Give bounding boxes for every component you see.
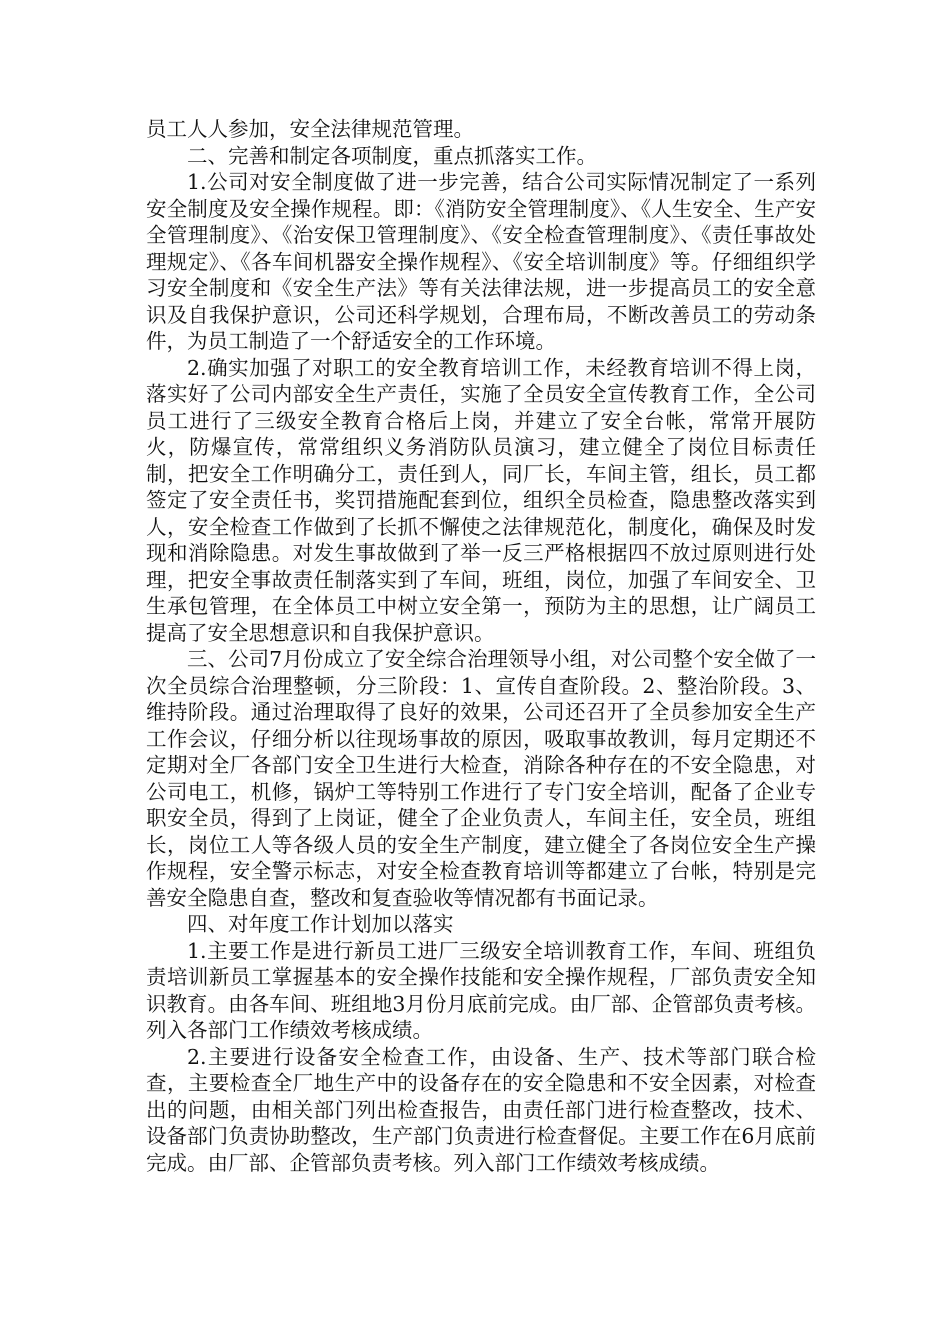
paragraph-2-1: 1.公司对安全制度做了进一步完善，结合公司实际情况制定了一系列安全制度及安全操作规程。即：《消防安全管理制度》、《人生安全、生产安全管理制度》、《治安保卫管理制度》、《安全检查管理制度》、《责任事故处理规定》、《各车间机器安全操作规程》、《安全培训制度》等。仔细组织学习安全制度和《安全生产法》等有关法律法规，进一步提高员工的安全意识及自我保护意识，公司还科学规划，合理布局，不断改善员工的劳动条件，为员工制造了一个舒适安全的工作环境。 bbox=[146, 170, 816, 353]
section-heading-4: 四、对年度工作计划加以落实 bbox=[187, 912, 454, 936]
section-heading-2: 二、完善和制定各项制度，重点抓落实工作。 bbox=[187, 143, 597, 168]
paragraph-4-1: 1.主要工作是进行新员工进厂三级安全培训教育工作，车间、班组负责培训新员工掌握基本的安全操作技能和安全操作规程，厂部负责安全知识教育。由各车间、班组地3月份月底前完成。由厂部、企管部负责考核。列入各部门工作绩效考核成绩。 bbox=[146, 938, 816, 1042]
paragraph-4-2: 2.主要进行设备安全检查工作，由设备、生产、技术等部门联合检查，主要检查全厂地生产中的设备存在的安全隐患和不安全因素，对检查出的问题，由相关部门列出检查报告，由责任部门进行检查整改，技术、设备部门负责协助整改，生产部门负责进行检查督促。主要工作在6月底前完成。由厂部、企管部负责考核。列入部门工作绩效考核成绩。 bbox=[146, 1044, 816, 1175]
paragraph-continuation: 员工人人参加，安全法律规范管理。 bbox=[146, 117, 474, 141]
document-body bbox=[146, 116, 816, 1176]
paragraph-2-2: 2.确实加强了对职工的安全教育培训工作，未经教育培训不得上岗，落实好了公司内部安全生产责任，实施了全员安全宣传教育工作，全公司员工进行了三级安全教育合格后上岗，并建立了安全台帐，常常开展防火，防爆宣传，常常组织义务消防队员演习，建立健全了岗位目标责任制，把安全工作明确分工，责任到人，同厂长，车间主管，组长，员工都签定了安全责任书，奖罚措施配套到位，组织全员检查，隐患整改落实到人，安全检查工作做到了长抓不懈使之法律规范化，制度化，确保及时发现和消除隐患。对发生事故做到了举一反三严格根据四不放过原则进行处理，把安全事故责任制落实到了车间，班组，岗位，加强了车间安全、卫生承包管理，在全体员工中树立安全第一，预防为主的思想，让广阔员工提高了安全思想意识和自我保护意识。 bbox=[146, 355, 816, 645]
section-paragraph-3: 三、公司7月份成立了安全综合治理领导小组，对公司整个安全做了一次全员综合治理整顿，分三阶段：1、宣传自查阶段。2、整治阶段。3、维持阶段。通过治理取得了良好的效果，公司还召开了全员参加安全生产工作会议，仔细分析以往现场事故的原因，吸取事故教训，每月定期还不定期对全厂各部门安全卫生进行大检查，消除各种存在的不安全隐患，对公司电工，机修，锅炉工等特别工作进行了专门安全培训，配备了企业专职安全员，得到了上岗证，健全了企业负责人，车间主任，安全员，班组长，岗位工人等各级人员的安全生产制度，建立健全了各岗位安全生产操作规程，安全警示标志，对安全检查教育培训等都建立了台帐，特别是完善安全隐患自查，整改和复查验收等情况都有书面记录。 bbox=[146, 647, 816, 910]
